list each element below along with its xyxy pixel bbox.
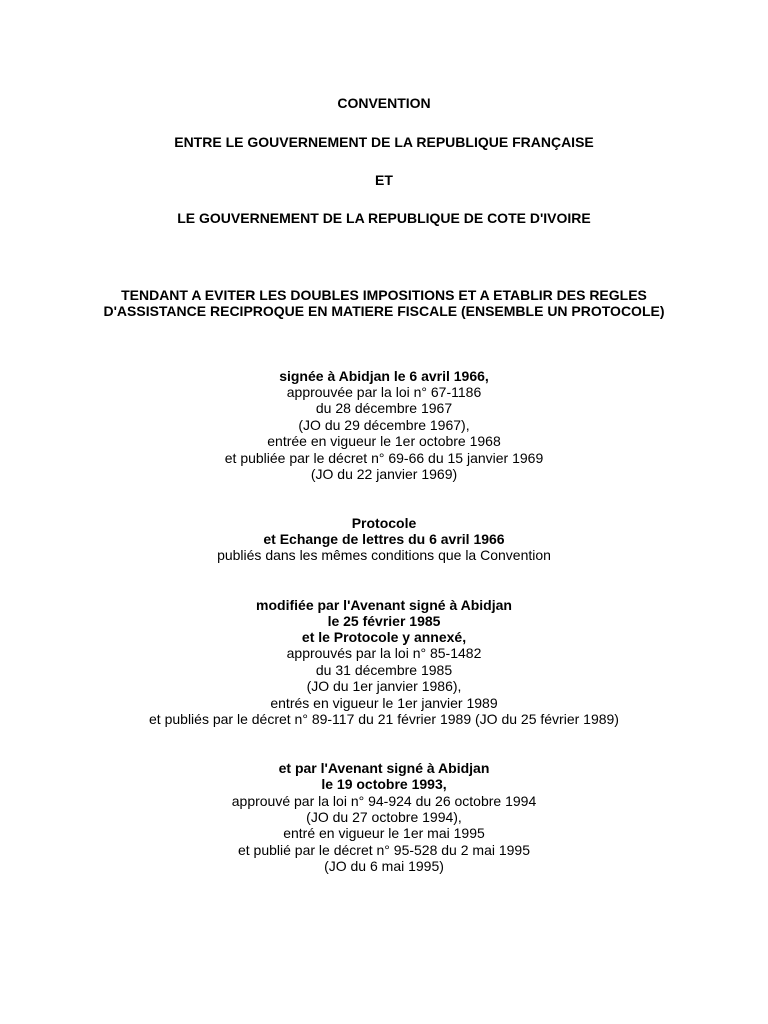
avenant2-entry: entré en vigueur le 1er mai 1995 — [283, 825, 485, 841]
avenant1-entry: entrés en vigueur le 1er janvier 1989 — [270, 695, 498, 711]
parties-line-1: ENTRE LE GOUVERNEMENT DE LA REPUBLIQUE FRANÇAISE — [174, 134, 594, 150]
avenant2-published: et publié par le décret n° 95-528 du 2 mai 1995 — [237, 842, 531, 858]
signature-published: et publiée par le décret n° 69-66 du 15 janvier 1969 — [224, 450, 544, 466]
protocole-exchange: et Echange de lettres du 6 avril 1966 — [263, 531, 505, 547]
avenant2-approved: approuvé par la loi n° 94-924 du 26 octobre 1994 — [231, 793, 537, 809]
subject-line-2: D'ASSISTANCE RECIPROQUE EN MATIERE FISCALE (ENSEMBLE UN PROTOCOLE) — [103, 303, 665, 319]
signature-approved: approuvée par la loi n° 67-1186 — [286, 384, 482, 400]
avenant2-date: le 19 octobre 1993, — [321, 776, 447, 792]
subject-line-1: TENDANT A EVITER LES DOUBLES IMPOSITIONS ET A ETABLIR DES REGLES — [121, 287, 647, 303]
signature-law-date: du 28 décembre 1967 — [315, 400, 453, 416]
parties-line-2: LE GOUVERNEMENT DE LA REPUBLIQUE DE COTE D'IVOIRE — [177, 210, 591, 226]
signature-signed: signée à Abidjan le 6 avril 1966, — [279, 368, 489, 384]
convention-title: CONVENTION — [337, 95, 431, 111]
signature-jo: (JO du 29 décembre 1967), — [298, 417, 470, 433]
avenant2-signed: et par l'Avenant signé à Abidjan — [278, 760, 490, 776]
avenant1-date: le 25 février 1985 — [327, 613, 441, 629]
protocole-title: Protocole — [351, 515, 417, 531]
avenant2-jo-2: (JO du 6 mai 1995) — [324, 858, 444, 874]
avenant1-modified: modifiée par l'Avenant signé à Abidjan — [256, 597, 512, 613]
avenant1-published: et publiés par le décret n° 89-117 du 21 février 1989 (JO du 25 février 1989) — [149, 711, 619, 727]
et-line: ET — [375, 172, 393, 188]
signature-entry: entrée en vigueur le 1er octobre 1968 — [267, 433, 501, 449]
avenant2-jo: (JO du 27 octobre 1994), — [306, 809, 462, 825]
avenant1-law-date: du 31 décembre 1985 — [315, 662, 453, 678]
protocole-published: publiés dans les mêmes conditions que la Convention — [217, 547, 551, 563]
avenant1-approved: approuvés par la loi n° 85-1482 — [286, 645, 482, 661]
signature-jo-2: (JO du 22 janvier 1969) — [310, 466, 458, 482]
avenant1-jo: (JO du 1er janvier 1986), — [306, 678, 462, 694]
avenant1-protocole: et le Protocole y annexé, — [301, 629, 467, 645]
